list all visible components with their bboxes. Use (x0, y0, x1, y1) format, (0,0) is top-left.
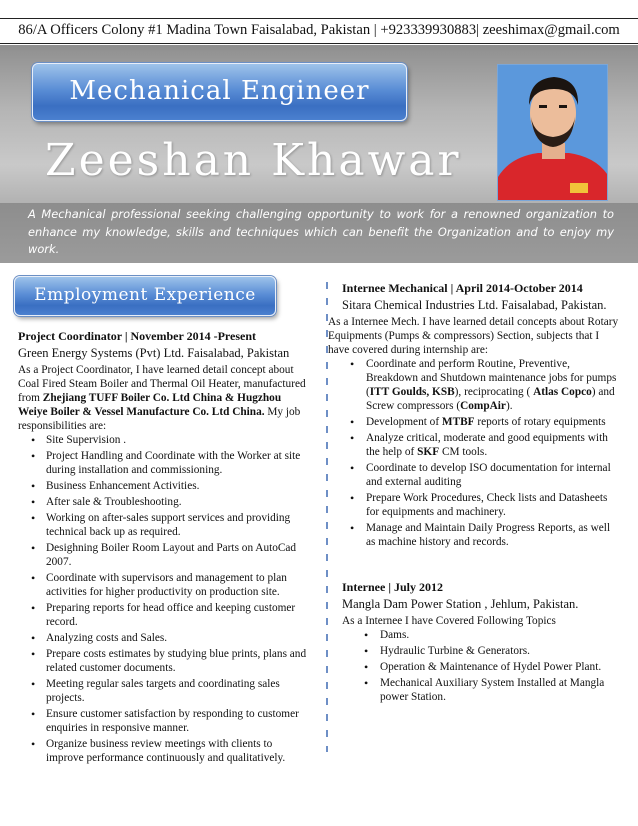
job-description: As a Internee Mech. I have learned detail concepts about Rotary Equipments (Pumps & compressors) Section, subjects that I have covered during internship are: (328, 316, 619, 356)
list-item: • Analyzing costs and Sales. (18, 631, 310, 645)
item-bold-text: CompAir (460, 400, 506, 412)
job-title: Internee Mechanical | April 2014-October 2014 (342, 281, 583, 295)
item-text: ), reciprocating ( (454, 386, 534, 398)
desc-bold-text: Zhejiang TUFF Boiler Co. Ltd China & Hugzhou Weiye Boiler & Vessel Manufacture Co. Ltd China. (18, 392, 282, 418)
contact-bar: 86/A Officers Colony #1 Madina Town Faisalabad, Pakistan | +923339930883| zeeshimax@gmail.com (0, 18, 638, 44)
list-item: • Preparing reports for head office and keeping customer record. (18, 601, 310, 629)
topics-list (342, 628, 620, 704)
list-item: • Prepare costs estimates by studying blue prints, plans and related customer documents. (18, 647, 310, 675)
section-banner-employment: Employment Experience (14, 276, 276, 316)
item-text: CM tools. (439, 446, 488, 458)
candidate-name: Zeeshan Khawar (45, 135, 462, 186)
item-bold-text: Atlas Copco (533, 386, 592, 398)
job-description (18, 363, 310, 433)
desc-text: My job responsibilities are: (18, 406, 301, 432)
profile-photo (497, 64, 608, 201)
role-banner: Mechanical Engineer (32, 63, 407, 121)
list-item: • Organize business review meetings with clients to improve performance continuously and qualitatively. (18, 737, 310, 765)
job-entry-internee-mangla (328, 579, 620, 704)
career-objective: A Mechanical professional seeking challenging opportunity to work for a renowned organization to enhance my knowledge, skills and techniques which can benefit the Organization and to enjoy my work. (28, 207, 614, 256)
list-item: • Operation & Maintenance of Hydel Power Plant. (342, 660, 620, 674)
job-entry-internee-mechanical (328, 280, 620, 314)
list-item: • Business Enhancement Activities. (18, 479, 310, 493)
item-text: ). (505, 400, 513, 412)
job-company: Mangla Dam Power Station , Jehlum, Pakistan. (342, 597, 579, 611)
list-item: • Meeting regular sales targets and coordinating sales projects. (18, 677, 310, 705)
list-item: • Ensure customer satisfaction by responding to customer enquiries in responsive manner. (18, 707, 310, 735)
job-company: Sitara Chemical Industries Ltd. Faisalabad, Pakistan. (342, 298, 607, 312)
job-description: As a Internee I have Covered Following Topics (342, 615, 556, 627)
right-column (328, 280, 620, 706)
list-item: • Coordinate to develop ISO documentation for internal and external auditing (328, 461, 620, 489)
list-item: • Project Handling and Coordinate with the Worker at site during installation and commissioning. (18, 449, 310, 477)
item-text: reports of rotary equipments (474, 416, 606, 428)
list-item (328, 415, 620, 429)
list-item: • Mechanical Auxiliary System Installed at Mangla power Station. (342, 676, 620, 704)
list-item: • Manage and Maintain Daily Progress Reports, as well as machine history and records. (328, 521, 620, 549)
item-text: ) and Screw compressors ( (366, 386, 615, 412)
item-text: Analyze critical, moderate and good equipments with the help of (366, 432, 608, 458)
list-item: • Site Supervision . (18, 433, 310, 447)
list-item: • Desighning Boiler Room Layout and Parts on AutoCad 2007. (18, 541, 310, 569)
responsibilities-list (18, 433, 310, 765)
job-title: Project Coordinator | November 2014 -Present (18, 329, 257, 343)
list-item: • Hydraulic Turbine & Generators. (342, 644, 620, 658)
list-item: • Coordinate with supervisors and management to plan activities for higher productivity on production site. (18, 571, 310, 599)
desc-text: As a Project Coordinator, I have learned detail concept about Coal Fired Steam Boiler and Thermal Oil Heater, manufactured from (18, 364, 306, 404)
list-item: • Prepare Work Procedures, Check lists and Datasheets for equipments and machinery. (328, 491, 620, 519)
job-company: Green Energy Systems (Pvt) Ltd. Faisalabad, Pakistan (18, 346, 290, 360)
list-item (328, 357, 620, 413)
list-item: • Working on after-sales support services and providing technical back up as required. (18, 511, 310, 539)
item-text: Coordinate and perform Routine, Preventive, Breakdown and Shutdown maintenance jobs for pumps ( (366, 358, 617, 398)
item-bold-text: ITT Goulds, KSB (369, 386, 455, 398)
responsibilities-list (328, 357, 620, 549)
person-photo-icon (498, 65, 608, 201)
list-item (328, 431, 620, 459)
left-column (18, 328, 310, 767)
item-text: Development of (366, 416, 442, 428)
list-item: • Dams. (342, 628, 620, 642)
item-bold-text: MTBF (441, 416, 475, 428)
job-title: Internee | July 2012 (342, 580, 443, 594)
item-bold-text: SKF (417, 446, 440, 458)
list-item: • After sale & Troubleshooting. (18, 495, 310, 509)
